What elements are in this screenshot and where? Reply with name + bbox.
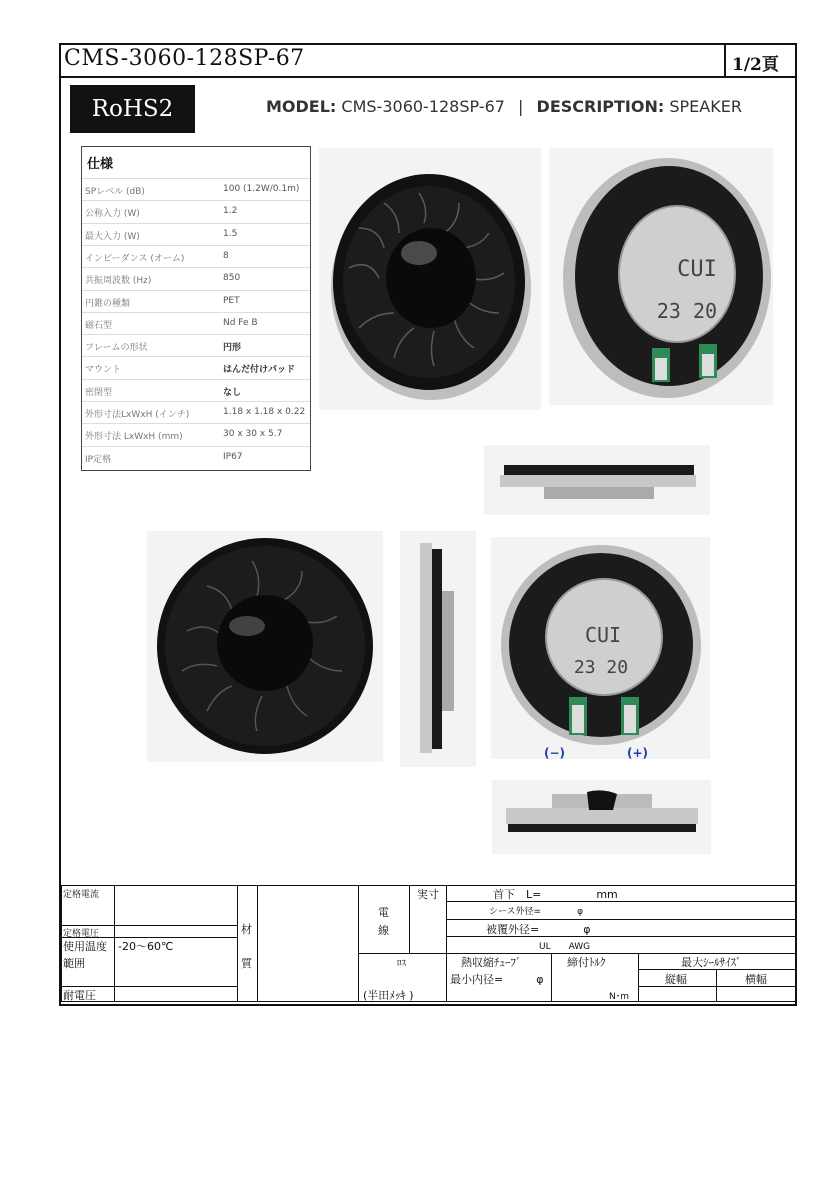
spec-value: Nd Fe B — [223, 317, 258, 328]
sheath-od-label: シース外径= φ — [489, 907, 584, 917]
spec-key: 外形寸法 LxWxH (mm) — [85, 432, 183, 443]
back-label-line1-flat: CUI — [584, 623, 622, 647]
speaker-back-angled-image — [549, 148, 773, 405]
material-label-2: 質 — [241, 957, 252, 970]
spec-value: 8 — [223, 250, 229, 261]
photo-side-vertical — [400, 531, 476, 767]
spec-key: SPレベル (dB) — [85, 187, 145, 197]
spec-key: フレームの形状 — [85, 343, 148, 354]
coating-od-label: 被覆外径= φ — [486, 923, 591, 936]
polarity-plus-label: (+) — [627, 746, 649, 760]
spec-row — [82, 200, 310, 223]
spec-value: IP67 — [223, 451, 243, 462]
spec-row — [82, 423, 310, 446]
speaker-front-angled-image — [319, 148, 541, 410]
wire-label-1: 電 — [378, 906, 389, 919]
spec-key: マウント — [85, 365, 122, 376]
photo-front-angled — [319, 148, 541, 410]
ul-awg-label: UL AWG — [539, 942, 591, 952]
seal-vertical-label: 縦幅 — [665, 973, 687, 986]
header-divider — [59, 76, 797, 78]
spec-row — [82, 401, 310, 424]
withstand-voltage-label: 耐電圧 — [63, 989, 96, 1002]
spec-row — [82, 379, 310, 402]
torque-unit: N･m — [609, 992, 629, 1002]
polarity-minus-label: (−) — [544, 746, 566, 760]
photo-side-leads — [492, 780, 711, 854]
photo-front — [147, 531, 383, 762]
spec-value: なし — [223, 387, 242, 398]
max-seal-size-label: 最大ｼｰﾙｻｲｽﾞ — [681, 956, 742, 969]
spec-key: 密閉型 — [85, 387, 113, 398]
spec-row — [82, 290, 310, 313]
spec-row — [82, 267, 310, 290]
model-separator: | — [518, 97, 524, 116]
speaker-front-image — [147, 531, 383, 762]
material-label-1: 材 — [241, 923, 252, 936]
speaker-side-image — [484, 445, 710, 515]
operating-temp-label-2: 範囲 — [63, 957, 85, 970]
spec-row — [82, 223, 310, 246]
model-label: MODEL: — [266, 97, 337, 116]
spec-row — [82, 356, 310, 379]
speaker-back-image — [491, 537, 710, 759]
photo-side — [484, 445, 710, 515]
description-value: SPEAKER — [669, 97, 742, 116]
rated-voltage-label: 定格電圧 — [63, 929, 100, 939]
speaker-side-vertical-image — [400, 531, 476, 767]
spec-key: 円錐の種類 — [85, 298, 131, 309]
back-label-line2-flat: 23 20 — [573, 657, 629, 678]
spec-key: インピーダンス (オーム) — [85, 253, 185, 264]
spec-value: 1.18 x 1.18 x 0.22 — [223, 407, 306, 417]
back-label-line1: CUI — [677, 257, 717, 282]
header-page-divider — [724, 43, 726, 78]
spec-row — [82, 312, 310, 335]
spec-key: 共振周波数 (Hz) — [85, 276, 152, 287]
actual-size-label: 実寸 — [417, 888, 439, 901]
neck-length-label: 首下 L= mm — [493, 888, 618, 901]
wire-label-2: 線 — [378, 924, 389, 937]
spec-key: 外形寸法LxWxH (インチ) — [85, 410, 190, 420]
spec-value: 1.5 — [223, 228, 238, 239]
spec-value: 100 (1.2W/0.1m) — [223, 184, 300, 194]
spec-value: はんだ付けパッド — [223, 365, 296, 376]
torque-label: 締付ﾄﾙｸ — [567, 956, 606, 969]
seal-horizontal-label: 横幅 — [745, 973, 767, 986]
spec-key: 最大入力 (W) — [85, 231, 140, 242]
spec-row — [82, 245, 310, 268]
spec-key: IP定格 — [85, 454, 112, 465]
min-inner-diameter-label: 最小内径= φ — [450, 973, 544, 986]
heat-shrink-label: 熱収縮ﾁｭｰﾌﾞ — [461, 956, 522, 969]
page-number: 1/2頁 — [732, 55, 779, 75]
photo-back-angled — [549, 148, 773, 405]
spec-value: 1.2 — [223, 206, 238, 217]
photo-back-polarity — [491, 537, 710, 759]
operating-temp-value: -20～60℃ — [118, 940, 174, 953]
rated-current-label: 定格電流 — [63, 890, 100, 900]
spec-value: 円形 — [223, 343, 242, 354]
model-description-line — [266, 97, 742, 116]
ross-label: ﾛｽ — [397, 959, 407, 969]
rohs-badge: RoHS2 — [70, 85, 195, 133]
spec-row — [82, 178, 310, 201]
speaker-side-leads-image — [492, 780, 711, 854]
operating-temp-label-1: 使用温度 — [63, 940, 107, 953]
spec-row — [82, 446, 310, 469]
description-label: DESCRIPTION: — [536, 97, 665, 116]
solder-label: (半田ﾒｯｷ ) — [363, 989, 414, 1002]
model-value: CMS-3060-128SP-67 — [341, 97, 505, 116]
back-label-line2: 23 20 — [656, 299, 718, 323]
spec-value: 850 — [223, 273, 241, 284]
document-title: CMS-3060-128SP-67 — [64, 46, 305, 71]
spec-title: 仕様 — [87, 157, 114, 172]
spec-value: PET — [223, 295, 240, 306]
spec-key: 磁石型 — [85, 320, 113, 331]
wiring-spec-table — [61, 885, 795, 1003]
spec-value: 30 x 30 x 5.7 — [223, 429, 283, 440]
spec-key: 公称入力 (W) — [85, 209, 140, 220]
spec-row — [82, 334, 310, 357]
spec-table — [81, 146, 311, 471]
